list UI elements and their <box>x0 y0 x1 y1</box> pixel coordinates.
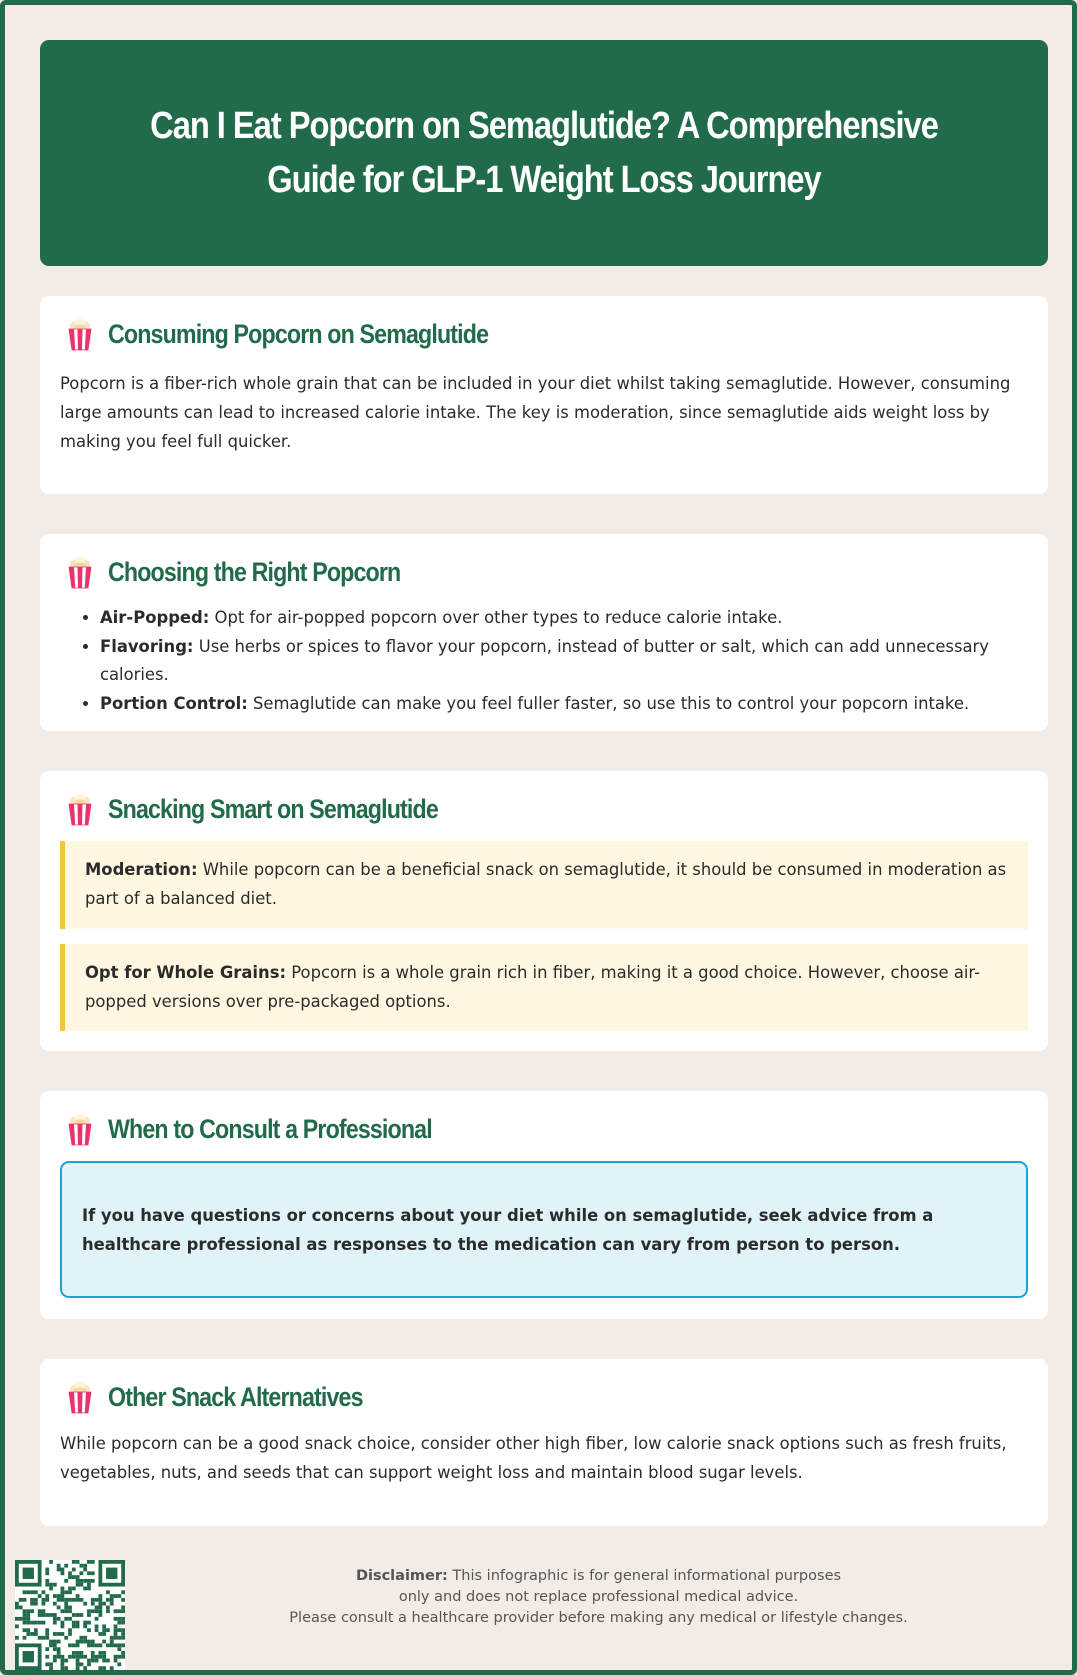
tip-box <box>60 841 1028 929</box>
section-body: While popcorn can be a good snack choice, consider other high fiber, low calorie snack options such as fresh fruits, vegetables, nuts, and seeds that can support weight loss and maintain blood sugar levels. <box>60 1434 1007 1482</box>
list-item-label: Air-Popped: <box>100 608 210 627</box>
section-header <box>66 316 550 352</box>
section-body: Popcorn is a fiber-rich whole grain that can be included in your diet whilst taking semaglutide. However, consuming large amounts can lead to increased calorie intake. The key is moderation, since semaglutide aids weight loss by making you feel full quicker. <box>60 374 1011 451</box>
qr-code-icon <box>15 1560 125 1670</box>
disclaimer-line <box>145 1566 1052 1587</box>
popcorn-icon <box>66 555 94 589</box>
list-item <box>100 604 1028 633</box>
section-consuming <box>40 296 1048 494</box>
section-snacking <box>40 771 1048 1051</box>
list-item-text: Semaglutide can make you feel fuller faster, so use this to control your popcorn intake. <box>247 693 970 713</box>
section-title: Consuming Popcorn on Semaglutide <box>108 318 489 349</box>
tip-label: Opt for Whole Grains: <box>85 963 287 982</box>
popcorn-icon <box>66 1380 94 1414</box>
section-header <box>66 791 492 827</box>
section-header <box>66 554 448 590</box>
consult-text: If you have questions or concerns about your diet while on semaglutide, seek advice from a healthcare professional as responses to the medication can vary from person to person. <box>82 1205 934 1254</box>
header-banner <box>40 40 1048 266</box>
popcorn-icon <box>66 792 94 826</box>
section-header <box>66 1379 404 1415</box>
consult-callout <box>60 1161 1028 1298</box>
section-title: Other Snack Alternatives <box>108 1381 363 1412</box>
list-item-label: Portion Control: <box>100 693 248 713</box>
section-title: Snacking Smart on Semaglutide <box>108 793 438 824</box>
list-item <box>100 690 1028 719</box>
tip-box <box>60 944 1028 1031</box>
disclaimer <box>145 1566 1052 1629</box>
section-consult <box>40 1091 1048 1319</box>
tip-text: While popcorn can be a beneficial snack on semaglutide, it should be consumed in moderation as part of a balanced diet. <box>85 860 1007 908</box>
tip-label: Moderation: <box>85 860 198 879</box>
tip-text: Popcorn is a whole grain rich in fiber, making it a good choice. However, choose air-popped versions over pre-packaged options. <box>85 963 981 1011</box>
popcorn-icon <box>66 1112 94 1146</box>
section-header <box>66 1111 485 1147</box>
popcorn-icon <box>66 317 94 351</box>
section-choosing <box>40 534 1048 731</box>
section-title: Choosing the Right Popcorn <box>108 556 401 587</box>
page-title: Can I Eat Popcorn on Semaglutide? A Comprehensive Guide for GLP-1 Weight Loss Journey <box>150 105 938 201</box>
section-alternatives <box>40 1359 1048 1526</box>
disclaimer-label: Disclaimer: <box>355 1568 448 1584</box>
list-item-label: Flavoring: <box>100 636 194 656</box>
section-title: When to Consult a Professional <box>108 1113 432 1144</box>
disclaimer-text: This infographic is for general informational purposes <box>447 1568 842 1584</box>
disclaimer-line: only and does not replace professional medical advice. <box>398 1589 799 1605</box>
disclaimer-line: Please consult a healthcare provider before making any medical or lifestyle changes. <box>289 1610 908 1626</box>
list-item-text: Opt for air-popped popcorn over other types to reduce calorie intake. <box>209 608 783 627</box>
list-item-text: Use herbs or spices to flavor your popcorn, instead of butter or salt, which can add unnecessary calories. <box>100 636 989 684</box>
list-item <box>100 633 1028 690</box>
choosing-list <box>100 604 1028 718</box>
